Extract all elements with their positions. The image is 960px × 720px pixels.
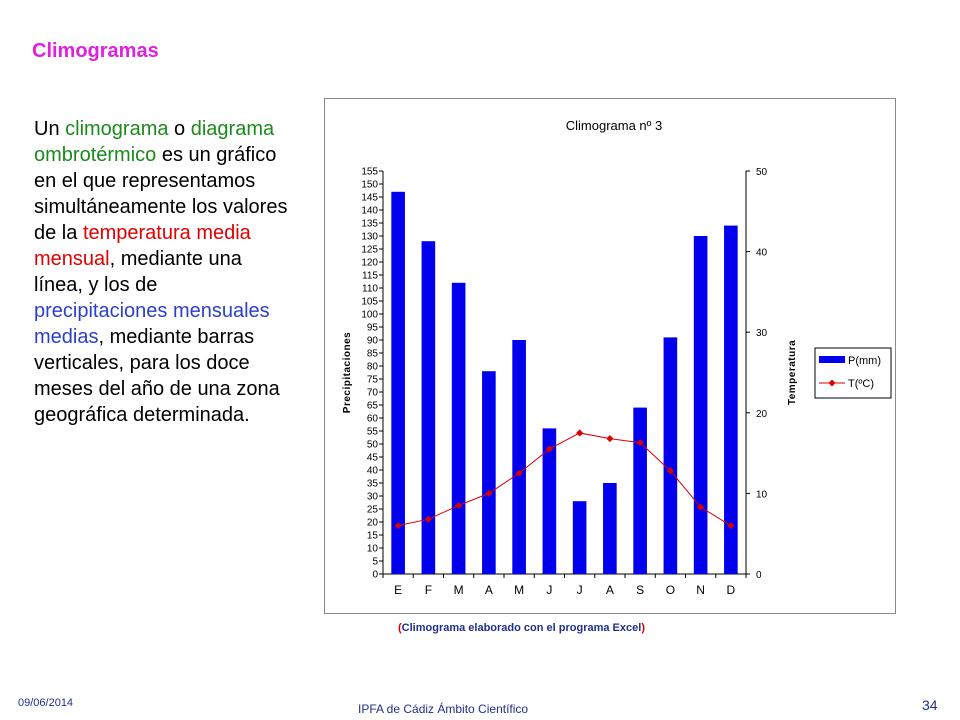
precip-bar	[724, 226, 738, 574]
left-axis-tick-label: 45	[366, 452, 378, 464]
right-axis-tick-label: 50	[756, 167, 768, 178]
precip-bar	[573, 501, 587, 574]
left-axis-tick-label: 150	[361, 179, 378, 191]
precip-bar	[482, 371, 496, 574]
term-precipitaciones: precipitaciones mensuales medias	[34, 300, 270, 348]
x-axis-tick-label: N	[696, 583, 705, 597]
left-axis-tick-label: 5	[372, 556, 378, 568]
legend-swatch-bar	[819, 356, 845, 363]
left-axis-tick-label: 35	[366, 478, 378, 490]
precip-bar	[633, 408, 647, 574]
left-axis-tick-label: 110	[362, 283, 378, 295]
x-axis-tick-label: D	[726, 583, 736, 597]
right-axis-tick-label: 30	[756, 328, 768, 340]
chart-frame	[324, 98, 896, 614]
body-text	[34, 116, 296, 428]
left-axis-tick-label: 155	[361, 166, 378, 178]
body-text-part: es un gráfico en el que representamos simultáneamente los valores de la	[34, 144, 288, 244]
left-axis-tick-label: 90	[366, 335, 378, 347]
left-axis-tick-label: 60	[366, 413, 378, 425]
x-axis-tick-label: J	[546, 583, 553, 597]
x-axis-tick-label: O	[665, 583, 676, 597]
left-axis-tick-label: 130	[361, 231, 378, 243]
temperature-line	[398, 433, 731, 526]
right-axis-tick-label: 10	[756, 489, 768, 501]
left-axis-tick-label: 125	[361, 244, 378, 256]
left-axis-tick-label: 25	[366, 504, 378, 516]
x-axis-tick-label: E	[394, 583, 403, 597]
precip-bar	[391, 192, 405, 574]
x-axis-tick-label: J	[576, 583, 583, 597]
climograma-chart	[325, 99, 897, 615]
right-axis-tick-label: 20	[756, 408, 768, 420]
legend-label-temp: T(ºC)	[848, 378, 875, 390]
precip-bar	[512, 340, 526, 574]
footer-center: IPFA de Cádiz Ámbito Científico	[358, 702, 529, 716]
left-axis-tick-label: 50	[366, 439, 378, 451]
term-climograma: climograma	[65, 118, 169, 140]
precip-bar	[664, 337, 678, 574]
left-axis-tick-label: 120	[361, 257, 378, 269]
left-axis-tick-label: 20	[366, 517, 378, 529]
left-axis-tick-label: 15	[366, 530, 378, 542]
right-axis-title: Temperatura	[787, 339, 798, 406]
left-axis-tick-label: 140	[361, 205, 378, 217]
left-axis-tick-label: 100	[361, 309, 378, 321]
x-axis-tick-label: A	[605, 583, 614, 597]
precip-bar	[603, 483, 617, 574]
left-axis-tick-label: 80	[366, 361, 378, 373]
left-axis-tick-label: 0	[372, 569, 378, 581]
body-text-part: , mediante una línea, y los de	[34, 248, 242, 296]
left-axis-tick-label: 10	[366, 543, 378, 555]
body-text-part: Un	[34, 118, 66, 140]
temperature-marker	[576, 429, 583, 436]
precip-bar	[422, 241, 436, 574]
x-axis-tick-label: M	[514, 583, 525, 597]
left-axis-tick-label: 145	[361, 192, 378, 204]
chart-title: Climograma nº 3	[565, 118, 663, 133]
left-axis-tick-label: 75	[366, 374, 378, 386]
left-axis-tick-label: 95	[366, 322, 378, 334]
left-axis-tick-label: 55	[366, 426, 378, 438]
chart-caption	[398, 622, 645, 634]
term-temperatura: temperatura media mensual	[34, 222, 251, 270]
x-axis-tick-label: F	[424, 583, 433, 597]
caption-text: Climograma elaborado con el programa Excel	[401, 622, 642, 634]
left-axis-title: Precipitaciones	[342, 331, 353, 414]
left-axis-tick-label: 65	[366, 400, 378, 412]
page-number: 34	[922, 697, 938, 713]
precip-bar	[694, 236, 708, 574]
left-axis-tick-label: 70	[366, 387, 378, 399]
body-text-part: , mediante barras verticales, para los doce meses del año de una zona geográfica determinada.	[34, 326, 280, 426]
left-axis-tick-label: 85	[366, 348, 378, 360]
temperature-marker	[606, 435, 613, 442]
legend-label-precip: P(mm)	[848, 355, 881, 367]
left-axis-tick-label: 135	[361, 218, 378, 230]
precip-bar	[452, 283, 466, 574]
slide-title: Climogramas	[32, 40, 159, 62]
x-axis-tick-label: M	[453, 583, 464, 597]
x-axis-tick-label: A	[484, 583, 493, 597]
caption-paren-close: )	[641, 622, 645, 634]
body-text-part: o	[168, 118, 191, 140]
right-axis-tick-label: 40	[756, 247, 768, 259]
left-axis-tick-label: 40	[366, 465, 378, 477]
right-axis-tick-label: 0	[756, 570, 762, 581]
term-diagrama-ombrotermico: diagrama ombrotérmico	[34, 118, 275, 166]
left-axis-tick-label: 30	[366, 491, 378, 503]
x-axis-tick-label: S	[636, 583, 645, 597]
footer-date: 09/06/2014	[18, 697, 74, 709]
caption-paren-open: (	[398, 622, 402, 634]
left-axis-tick-label: 115	[362, 270, 378, 282]
left-axis-tick-label: 105	[361, 296, 378, 308]
